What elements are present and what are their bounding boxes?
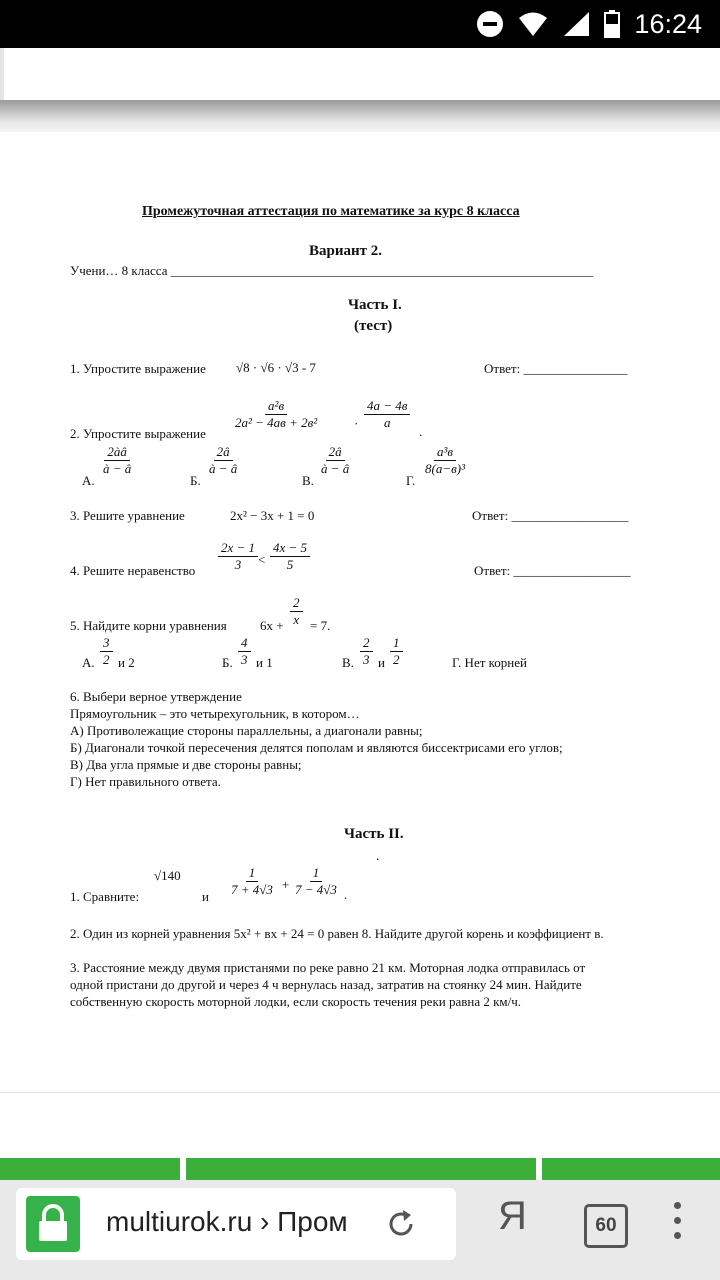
p2q3-line: 3. Расстояние между двумя пристанями по реке равно 21 км. Моторная лодка отправилась от bbox=[70, 960, 586, 975]
q5-fraction bbox=[290, 595, 303, 628]
q5-option-c-fraction-2 bbox=[390, 635, 403, 668]
more-menu-icon[interactable] bbox=[674, 1202, 684, 1247]
p2q1-plus: + bbox=[282, 877, 290, 892]
q6-line: 6. Выбери верное утверждение bbox=[70, 689, 242, 704]
p2q1-fraction-1 bbox=[228, 865, 276, 898]
p2q3-line: одной пристани до другой и через 4 ч вернулась назад, затратив на стоянку 24 мин. Найдите bbox=[70, 977, 582, 992]
browser-address-bar bbox=[0, 1180, 720, 1280]
student-line: Учени… 8 класса _________________________________________________________________ bbox=[70, 263, 594, 278]
q2-option-a-num: 2àâ bbox=[104, 444, 130, 461]
q2-option-a-label: А. bbox=[82, 473, 95, 488]
q5-option-c-num-1: 2 bbox=[360, 635, 373, 652]
p2q1-fraction-1-den: 7 + 4√3 bbox=[231, 882, 273, 897]
q2-option-d-label: Г. bbox=[406, 473, 416, 488]
page-top-area bbox=[0, 48, 720, 104]
q2-option-c bbox=[318, 444, 352, 477]
q2-fraction-1-num: a²в bbox=[265, 398, 287, 415]
banner-strip bbox=[542, 1158, 720, 1180]
q3-expression: 2x² − 3x + 1 = 0 bbox=[230, 508, 315, 523]
q4-operator: < bbox=[258, 552, 266, 567]
q2-option-d-den: 8(a−в)³ bbox=[425, 461, 465, 476]
q5-option-c-label: В. bbox=[342, 655, 354, 670]
q2-option-c-label: В. bbox=[302, 473, 314, 488]
q2-text: 2. Упростите выражение bbox=[70, 426, 206, 441]
url-text[interactable]: multiurok.ru › Пром bbox=[106, 1206, 348, 1237]
q5-lhs: 6x + bbox=[260, 618, 284, 633]
q3-answer: Ответ: __________________ bbox=[472, 508, 629, 523]
q1-expression: √8 · √6 · √3 - 7 bbox=[236, 360, 316, 375]
q5-option-b-den: 3 bbox=[241, 652, 248, 667]
p2q1-fraction-2 bbox=[292, 865, 340, 898]
q4-answer: Ответ: __________________ bbox=[474, 563, 631, 578]
q2-fraction-1-den: 2a² − 4aв + 2в² bbox=[235, 415, 318, 430]
q6-line: Б) Диагонали точкой пересечения делятся пополам и являются биссектрисами его углов; bbox=[70, 740, 563, 755]
p2q1-root: √140 bbox=[154, 868, 181, 883]
doc-title: Промежуточная аттестация по математике за курс 8 класса bbox=[142, 204, 520, 219]
q1-answer: Ответ: ________________ bbox=[484, 361, 628, 376]
signal-icon bbox=[562, 11, 590, 37]
q2-dot: · bbox=[354, 416, 359, 431]
document-page[interactable] bbox=[0, 132, 720, 1012]
q2-option-a-den: à − â bbox=[103, 461, 132, 476]
q2-option-b-label: Б. bbox=[190, 473, 201, 488]
q2-option-a bbox=[100, 444, 134, 477]
q4-fraction-1-den: 3 bbox=[234, 557, 242, 572]
q5-option-c-den-2: 2 bbox=[393, 652, 400, 667]
q5-option-c-fraction-1 bbox=[360, 635, 373, 668]
q4-fraction-2-den: 5 bbox=[286, 557, 294, 572]
q4-fraction-2-num: 4x − 5 bbox=[270, 540, 310, 557]
q6-line: А) Противолежащие стороны параллельны, а диагонали равны; bbox=[70, 723, 423, 738]
part1-subheading: (тест) bbox=[354, 318, 393, 334]
q4-fraction-2 bbox=[270, 540, 310, 573]
clock: 16:24 bbox=[634, 8, 702, 39]
url-field[interactable] bbox=[16, 1188, 456, 1260]
q5-fraction-den: x bbox=[293, 612, 300, 627]
p2q1-fraction-1-num: 1 bbox=[246, 865, 259, 882]
part2-heading: Часть II. bbox=[344, 826, 404, 842]
q5-option-d: Г. Нет корней bbox=[452, 655, 527, 670]
q5-option-a-tail: и 2 bbox=[118, 655, 135, 670]
q2-option-c-num: 2â bbox=[326, 444, 345, 461]
p2q3-line: собственную скорость моторной лодки, если скорость течения реки равна 2 км/ч. bbox=[70, 994, 522, 1009]
p2q1-text: 1. Сравните: bbox=[70, 889, 140, 904]
q5-option-b-fraction bbox=[238, 635, 251, 668]
q2-fraction-2-num: 4a − 4в bbox=[364, 398, 410, 415]
q5-option-b-label: Б. bbox=[222, 655, 233, 670]
q2-option-b-den: à − â bbox=[209, 461, 238, 476]
q5-option-c-mid: и bbox=[378, 655, 385, 670]
q4-fraction-1 bbox=[218, 540, 258, 573]
banner-strip bbox=[186, 1158, 536, 1180]
q2-option-d bbox=[422, 444, 468, 477]
q5-option-a-den: 2 bbox=[103, 652, 110, 667]
p2q1-and: и bbox=[202, 889, 209, 904]
q5-option-b-num: 4 bbox=[238, 635, 251, 652]
tabs-count-button[interactable]: 60 bbox=[584, 1204, 628, 1248]
q2-end: . bbox=[419, 424, 423, 439]
status-bar bbox=[0, 0, 720, 48]
q5-fraction-num: 2 bbox=[290, 595, 303, 612]
q5-option-c-num-2: 1 bbox=[390, 635, 403, 652]
q6-line: Прямоугольник – это четырехугольник, в котором… bbox=[70, 706, 360, 721]
q2-option-b bbox=[206, 444, 240, 477]
q5-option-a-label: А. bbox=[82, 655, 95, 670]
q2-fraction-2 bbox=[364, 398, 410, 431]
p2q1-end: . bbox=[344, 887, 348, 902]
p2q1-fraction-2-den: 7 − 4√3 bbox=[295, 882, 337, 897]
q5-text: 5. Найдите корни уравнения bbox=[70, 618, 227, 633]
q1-text: 1. Упростите выражение bbox=[70, 361, 206, 376]
q5-option-c-den-1: 3 bbox=[363, 652, 370, 667]
q4-text: 4. Решите неравенство bbox=[70, 563, 196, 578]
banner-strip bbox=[0, 1158, 180, 1180]
q4-fraction-1-num: 2x − 1 bbox=[218, 540, 258, 557]
p2q1-fraction-2-num: 1 bbox=[310, 865, 323, 882]
q5-option-a-fraction bbox=[100, 635, 113, 668]
q2-option-c-den: à − â bbox=[321, 461, 350, 476]
q5-rhs: = 7. bbox=[310, 618, 331, 633]
do-not-disturb-icon bbox=[476, 10, 504, 38]
q3-text: 3. Решите уравнение bbox=[70, 508, 185, 523]
wifi-icon bbox=[518, 11, 548, 37]
page-separator-shadow bbox=[0, 100, 720, 132]
q2-option-b-num: 2â bbox=[214, 444, 233, 461]
part1-heading: Часть I. bbox=[348, 297, 402, 313]
yandex-logo-button[interactable]: Я bbox=[498, 1194, 527, 1238]
q5-option-a-num: 3 bbox=[100, 635, 113, 652]
page-blank-area bbox=[0, 1012, 720, 1093]
reload-icon[interactable] bbox=[381, 1204, 421, 1244]
p2q2-text: 2. Один из корней уравнения 5x² + вx + 24 = 0 равен 8. Найдите другой корень и коэффициент в. bbox=[70, 926, 604, 941]
variant-heading: Вариант 2. bbox=[309, 243, 383, 259]
q5-option-b-tail: и 1 bbox=[256, 655, 273, 670]
q2-fraction-1 bbox=[232, 398, 320, 431]
q6-line: Г) Нет правильного ответа. bbox=[70, 774, 221, 789]
battery-icon bbox=[604, 10, 620, 38]
q2-option-d-num: a³в bbox=[434, 444, 456, 461]
secure-lock-icon[interactable] bbox=[26, 1196, 80, 1252]
q6-line: В) Два угла прямые и две стороны равны; bbox=[70, 757, 302, 772]
part2-dot: . bbox=[376, 848, 380, 863]
q2-fraction-2-den: a bbox=[383, 415, 391, 430]
